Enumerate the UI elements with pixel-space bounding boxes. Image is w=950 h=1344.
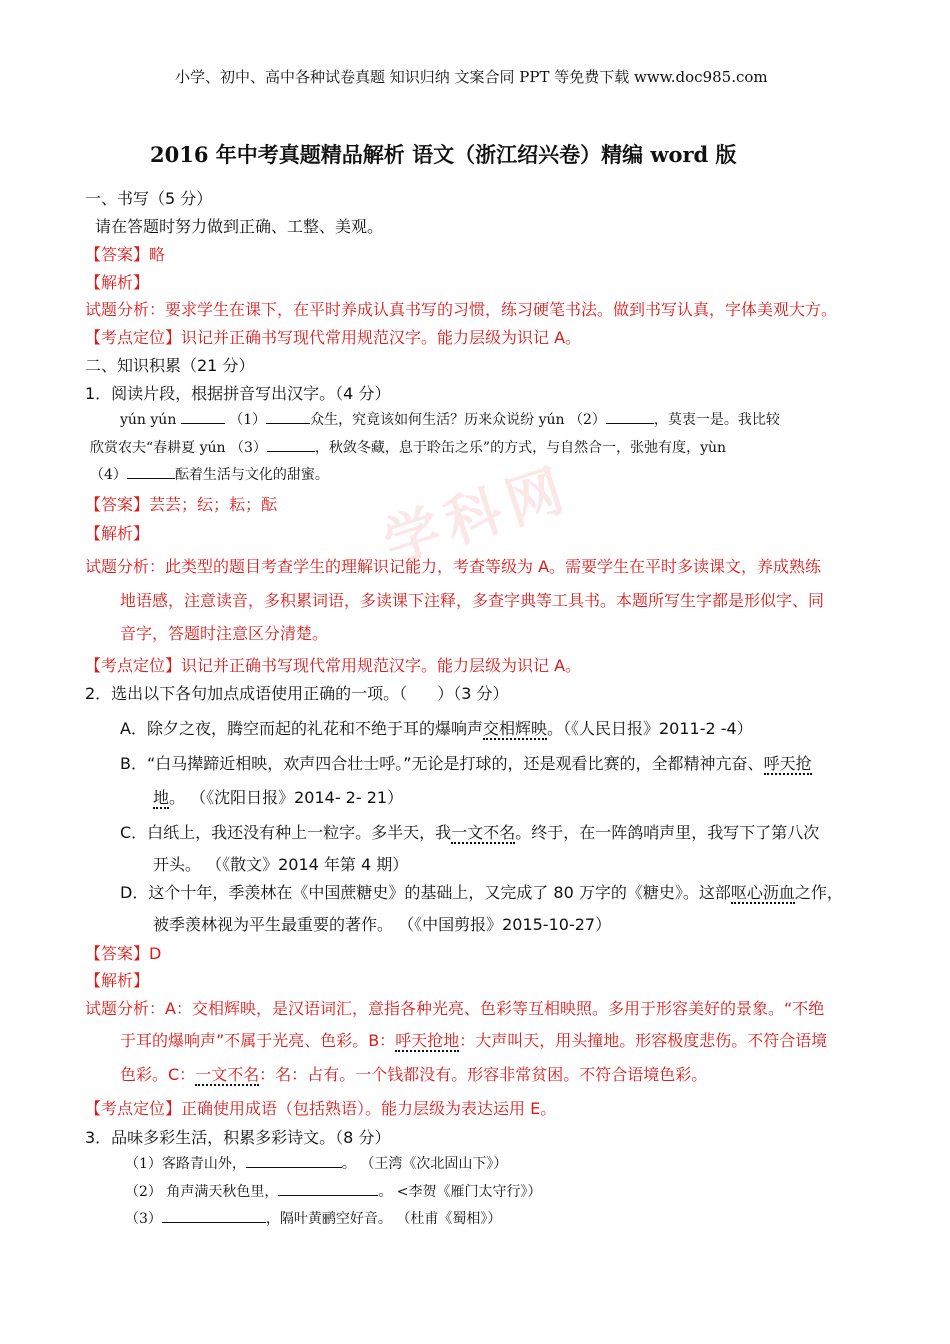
q2-a-post: 。（《人民日报》2011-2 -4） bbox=[546, 719, 753, 738]
q2-b-pre: B．“白马撵蹄近相映，欢声四合壮士呼。”无论是打球的，还是观看比赛的，全都精神亢奋、 bbox=[120, 754, 764, 773]
q1-answer: 【答案】芸芸；纭；耘；酝 bbox=[85, 495, 278, 514]
q2-option-a bbox=[120, 716, 753, 740]
q3-blank-1[interactable] bbox=[246, 1153, 342, 1168]
q2-a2-pre: 于耳的爆响声”不属于光亮、色彩。B： bbox=[120, 1031, 396, 1050]
watermark: 学科网 bbox=[376, 455, 579, 578]
q2-option-c-line-2: 开头。 （《散文》2014 年第 4 期） bbox=[153, 855, 409, 874]
q2-b-idiom-part-2: 地 bbox=[153, 789, 169, 809]
q3-blank-2[interactable] bbox=[278, 1181, 378, 1196]
q1-analysis-line-2: 地语感，注意读音，多积累词语，多读课下注释，多查字典等工具书。本题所写生字都是形似字、同 bbox=[120, 591, 825, 610]
q2-d-post: 之作， bbox=[794, 883, 843, 902]
q2-a3-pre: 色彩。C： bbox=[120, 1065, 196, 1084]
q2-d-idiom: 呕心沥血 bbox=[731, 884, 795, 904]
q2-a3-idiom: 一文不名 bbox=[195, 1066, 259, 1086]
q2-a2-post: ：大声叫天，用头撞地。形容极度悲伤。不符合语境 bbox=[459, 1031, 828, 1050]
q2-a2-idiom: 呼天抢地 bbox=[395, 1032, 459, 1052]
q2-c-post: 。终于，在一阵鸽哨声里，我写下了第八次 bbox=[515, 823, 820, 842]
q3-l3-post: ，隔叶黄鹂空好音。 （杜甫《蜀相》） bbox=[265, 1211, 502, 1227]
q1-p1-c: 众生，究竟该如何生活？历来众说纷 yún （2） bbox=[310, 412, 606, 428]
q2-d-pre: D．这个十年，季羡林在《中国蔗糖史》的基础上，又完成了 80 万字的《糖史》。这部 bbox=[120, 883, 731, 902]
q1-passage-line-3 bbox=[90, 464, 329, 484]
q2-analysis-line-1: 试题分析：A：交相辉映，是汉语词汇，意指各种光亮、色彩等互相映照。多用于形容美好的景象。“不绝 bbox=[85, 999, 825, 1018]
section-1-answer: 【答案】略 bbox=[85, 245, 166, 264]
q2-analysis-line-3 bbox=[120, 1062, 707, 1086]
q2-kaodian: 【考点定位】正确使用成语（包括熟语）。能力层级为表达运用 E。 bbox=[85, 1099, 557, 1118]
q2-a-pre: A．除夕之夜，腾空而起的礼花和不绝于耳的爆响声 bbox=[120, 719, 483, 738]
q1-jiexi: 【解析】 bbox=[85, 524, 150, 543]
q2-a3-post: ：名：占有。一个钱都没有。形容非常贫困。不符合语境色彩。 bbox=[259, 1065, 708, 1084]
q1-p3-a: （4） bbox=[90, 467, 127, 483]
q1-p3-b: 酝着生活与文化的甜蜜。 bbox=[174, 467, 329, 483]
q3-l3-pre: （3） bbox=[125, 1211, 162, 1227]
q2-stem-b: ）（3 分） bbox=[437, 684, 509, 703]
q1-p1-b: （1） bbox=[229, 412, 267, 428]
header-text: 小学、初中、高中各种试卷真题 知识归纳 文案合同 PPT 等免费下载 www.doc985.com bbox=[175, 68, 768, 86]
q2-c-idiom: 一文不名 bbox=[451, 824, 515, 844]
q2-answer-slot[interactable] bbox=[407, 685, 437, 699]
q2-stem-a: 2．选出以下各句加点成语使用正确的一项。（ bbox=[85, 684, 408, 703]
q1-p1-d: ，莫衷一是。我比较 bbox=[653, 412, 780, 428]
q3-l2-post: 。 <李贺《雁门太守行》） bbox=[378, 1184, 542, 1200]
q2-answer: 【答案】D bbox=[85, 944, 162, 963]
q1-passage-line-1 bbox=[120, 409, 780, 429]
q2-c-pre: C．白纸上，我还没有种上一粒字。多半天，我 bbox=[120, 823, 452, 842]
q3-l1-post: 。 （王湾《次北固山下》） bbox=[341, 1156, 508, 1172]
q3-stem: 3．品味多彩生活，积累多彩诗文。（8 分） bbox=[85, 1128, 391, 1147]
q1-p2-a: 欣赏农夫“春耕夏 yún （3） bbox=[90, 440, 267, 456]
q2-option-b-line-1 bbox=[120, 751, 812, 775]
q2-option-d-line-2: 被季羡林视为平生最重要的著作。 （《中国剪报》2015-10-27） bbox=[153, 915, 612, 934]
q1-p2-b: ，秋敛冬藏，息于聆缶之乐”的方式，与自然合一，张弛有度，yùn bbox=[314, 440, 727, 456]
q3-line-2 bbox=[125, 1181, 542, 1201]
q2-a-idiom: 交相辉映 bbox=[483, 720, 547, 740]
section-1-kaodian: 【考点定位】识记并正确书写现代常用规范汉字。能力层级为识记 A。 bbox=[85, 328, 582, 347]
q2-jiexi: 【解析】 bbox=[85, 971, 150, 990]
blank-2[interactable] bbox=[606, 409, 654, 424]
q2-b-post: 。 （《沈阳日报》2014- 2- 21） bbox=[169, 788, 404, 807]
blank-3[interactable] bbox=[267, 437, 315, 452]
q2-option-c-line-1 bbox=[120, 820, 819, 844]
q3-line-1 bbox=[125, 1153, 507, 1173]
section-1-heading: 一、书写（5 分） bbox=[85, 189, 213, 208]
q3-line-3 bbox=[125, 1208, 501, 1228]
page-title: 2016 年中考真题精品解析 语文（浙江绍兴卷）精编 word 版 bbox=[150, 142, 737, 167]
q1-analysis-line-3: 音字，答题时注意区分清楚。 bbox=[120, 624, 329, 643]
q2-b-idiom-part-1: 呼天抢 bbox=[764, 755, 812, 775]
section-1-analysis: 试题分析：要求学生在课下，在平时养成认真书写的习惯，练习硬笔书法。做到书写认真，字体美观大方。 bbox=[85, 300, 838, 319]
q1-p1-a: yún yún bbox=[120, 412, 177, 428]
blank-4[interactable] bbox=[127, 464, 175, 479]
blank-1[interactable] bbox=[266, 409, 310, 424]
q2-option-b-line-2 bbox=[153, 785, 403, 809]
q1-analysis-line-1: 试题分析：此类型的题目考查学生的理解识记能力，考查等级为 A。需要学生在平时多读课文，养成熟练 bbox=[85, 557, 822, 576]
section-1-prompt: 请在答题时努力做到正确、工整、美观。 bbox=[95, 217, 384, 236]
section-2-heading: 二、知识积累（21 分） bbox=[85, 356, 255, 375]
q2-stem bbox=[85, 681, 508, 704]
q1-kaodian: 【考点定位】识记并正确书写现代常用规范汉字。能力层级为识记 A。 bbox=[85, 656, 582, 675]
q1-stem: 1．阅读片段，根据拼音写出汉字。（4 分） bbox=[85, 384, 391, 403]
q3-l1-pre: （1）客路青山外， bbox=[125, 1156, 246, 1172]
q1-passage-line-2 bbox=[90, 437, 726, 457]
blank-yunyun[interactable] bbox=[181, 409, 225, 424]
q3-blank-3[interactable] bbox=[162, 1208, 266, 1223]
q2-option-d-line-1 bbox=[120, 880, 843, 904]
q2-analysis-line-2 bbox=[120, 1028, 827, 1052]
q3-l2-pre: （2） 角声满天秋色里， bbox=[125, 1184, 279, 1200]
section-1-jiexi: 【解析】 bbox=[85, 273, 150, 292]
